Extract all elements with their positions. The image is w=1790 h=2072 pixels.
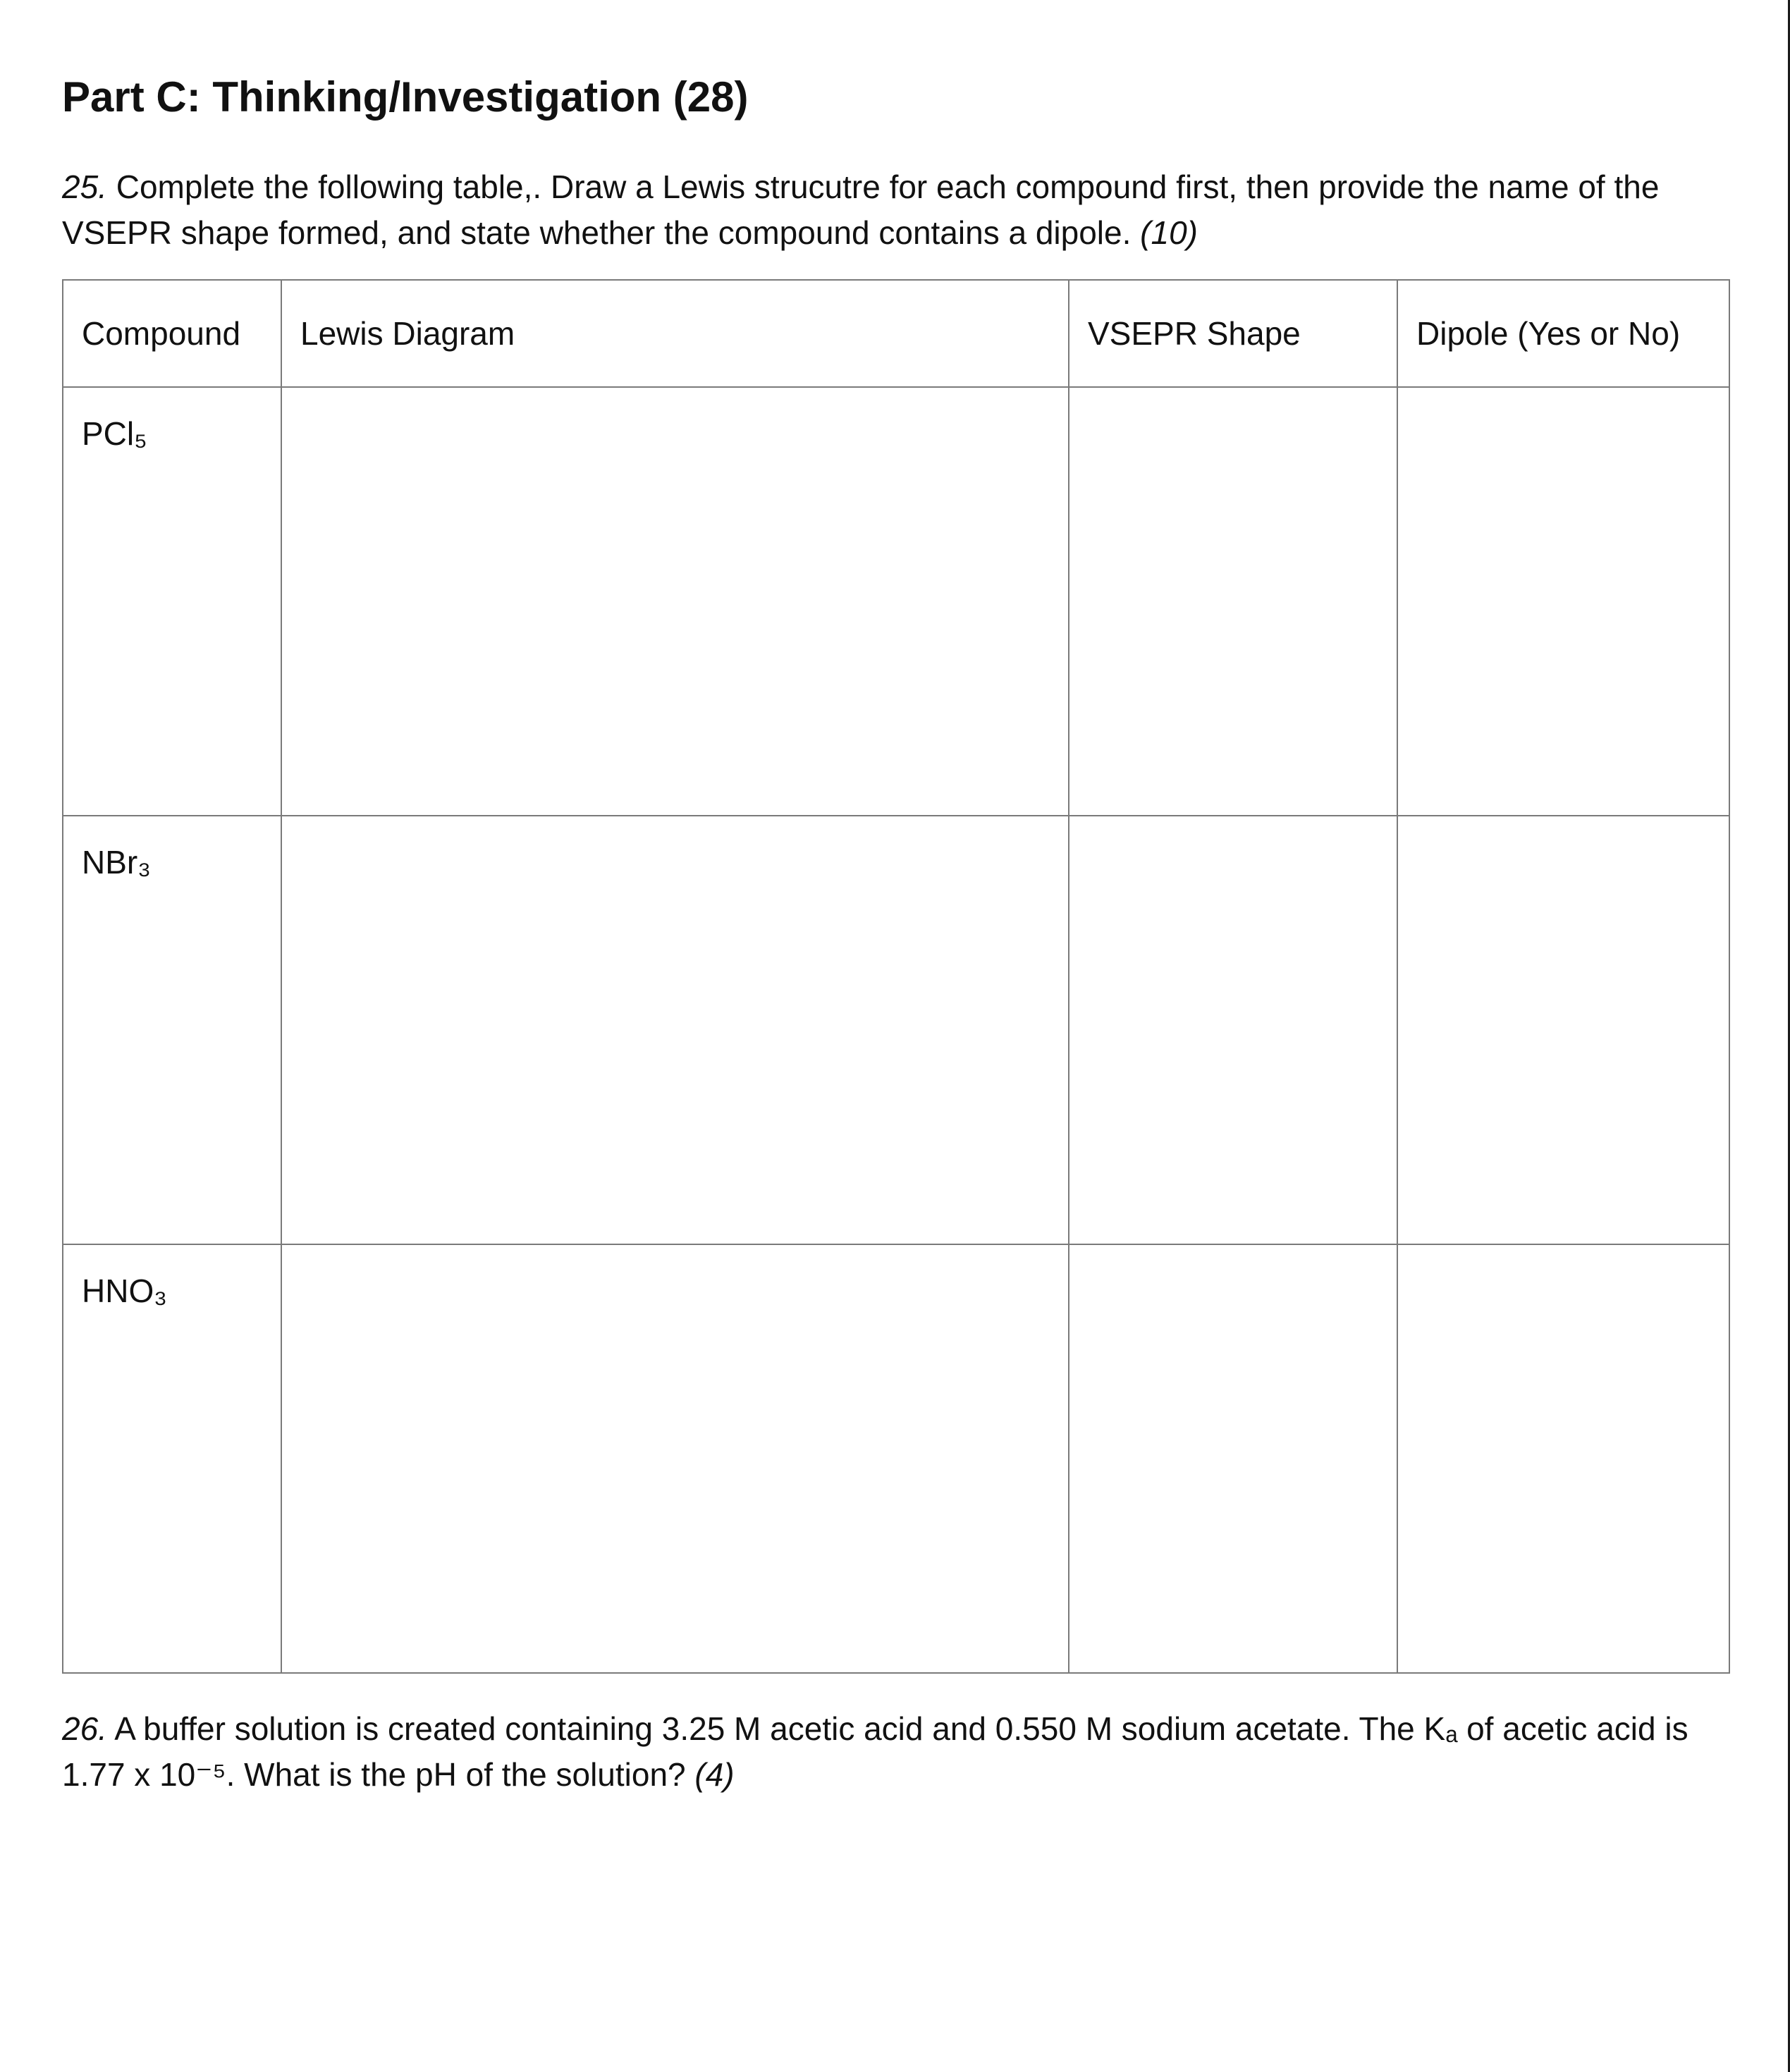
compound-formula: PCl₅ <box>82 415 147 452</box>
compound-cell <box>63 816 281 1244</box>
lewis-diagram-cell[interactable] <box>281 1244 1069 1673</box>
vsepr-shape-cell[interactable] <box>1069 1244 1397 1673</box>
header-lewis-diagram: Lewis Diagram <box>281 280 1069 387</box>
vsepr-shape-cell[interactable] <box>1069 387 1397 816</box>
table-row <box>63 387 1729 816</box>
dipole-cell[interactable] <box>1397 816 1729 1244</box>
lewis-diagram-cell[interactable] <box>281 816 1069 1244</box>
header-vsepr-shape: VSEPR Shape <box>1069 280 1397 387</box>
dipole-cell[interactable] <box>1397 1244 1729 1673</box>
compound-cell <box>63 1244 281 1673</box>
part-title: Part C: Thinking/Investigation (28) <box>62 73 749 121</box>
compound-formula: HNO₃ <box>82 1273 167 1309</box>
question-26-marks: (4) <box>694 1756 735 1793</box>
compound-cell <box>63 387 281 816</box>
question-25-marks: (10) <box>1140 214 1198 251</box>
lewis-diagram-cell[interactable] <box>281 387 1069 816</box>
header-dipole: Dipole (Yes or No) <box>1397 280 1729 387</box>
question-25 <box>62 164 1726 256</box>
lewis-vsepr-table <box>62 279 1730 1674</box>
dipole-cell[interactable] <box>1397 387 1729 816</box>
table-header-row <box>63 280 1729 387</box>
question-26-number: 26. <box>62 1710 107 1747</box>
question-26-text: A buffer solution is created containing 3.25 M acetic acid and 0.550 M sodium acetate. The Kₐ of acetic acid is 1.77 x 10⁻⁵. What is the pH of the solution? <box>62 1710 1688 1793</box>
table-row <box>63 816 1729 1244</box>
question-25-text: Complete the following table,. Draw a Lewis strucutre for each compound first, then provide the name of the VSEPR shape formed, and state whether the compound contains a dipole. <box>62 168 1660 251</box>
header-compound: Compound <box>63 280 281 387</box>
question-25-number: 25. <box>62 168 107 205</box>
table-row <box>63 1244 1729 1673</box>
question-26 <box>62 1706 1726 1798</box>
vsepr-shape-cell[interactable] <box>1069 816 1397 1244</box>
compound-formula: NBr₃ <box>82 844 151 881</box>
